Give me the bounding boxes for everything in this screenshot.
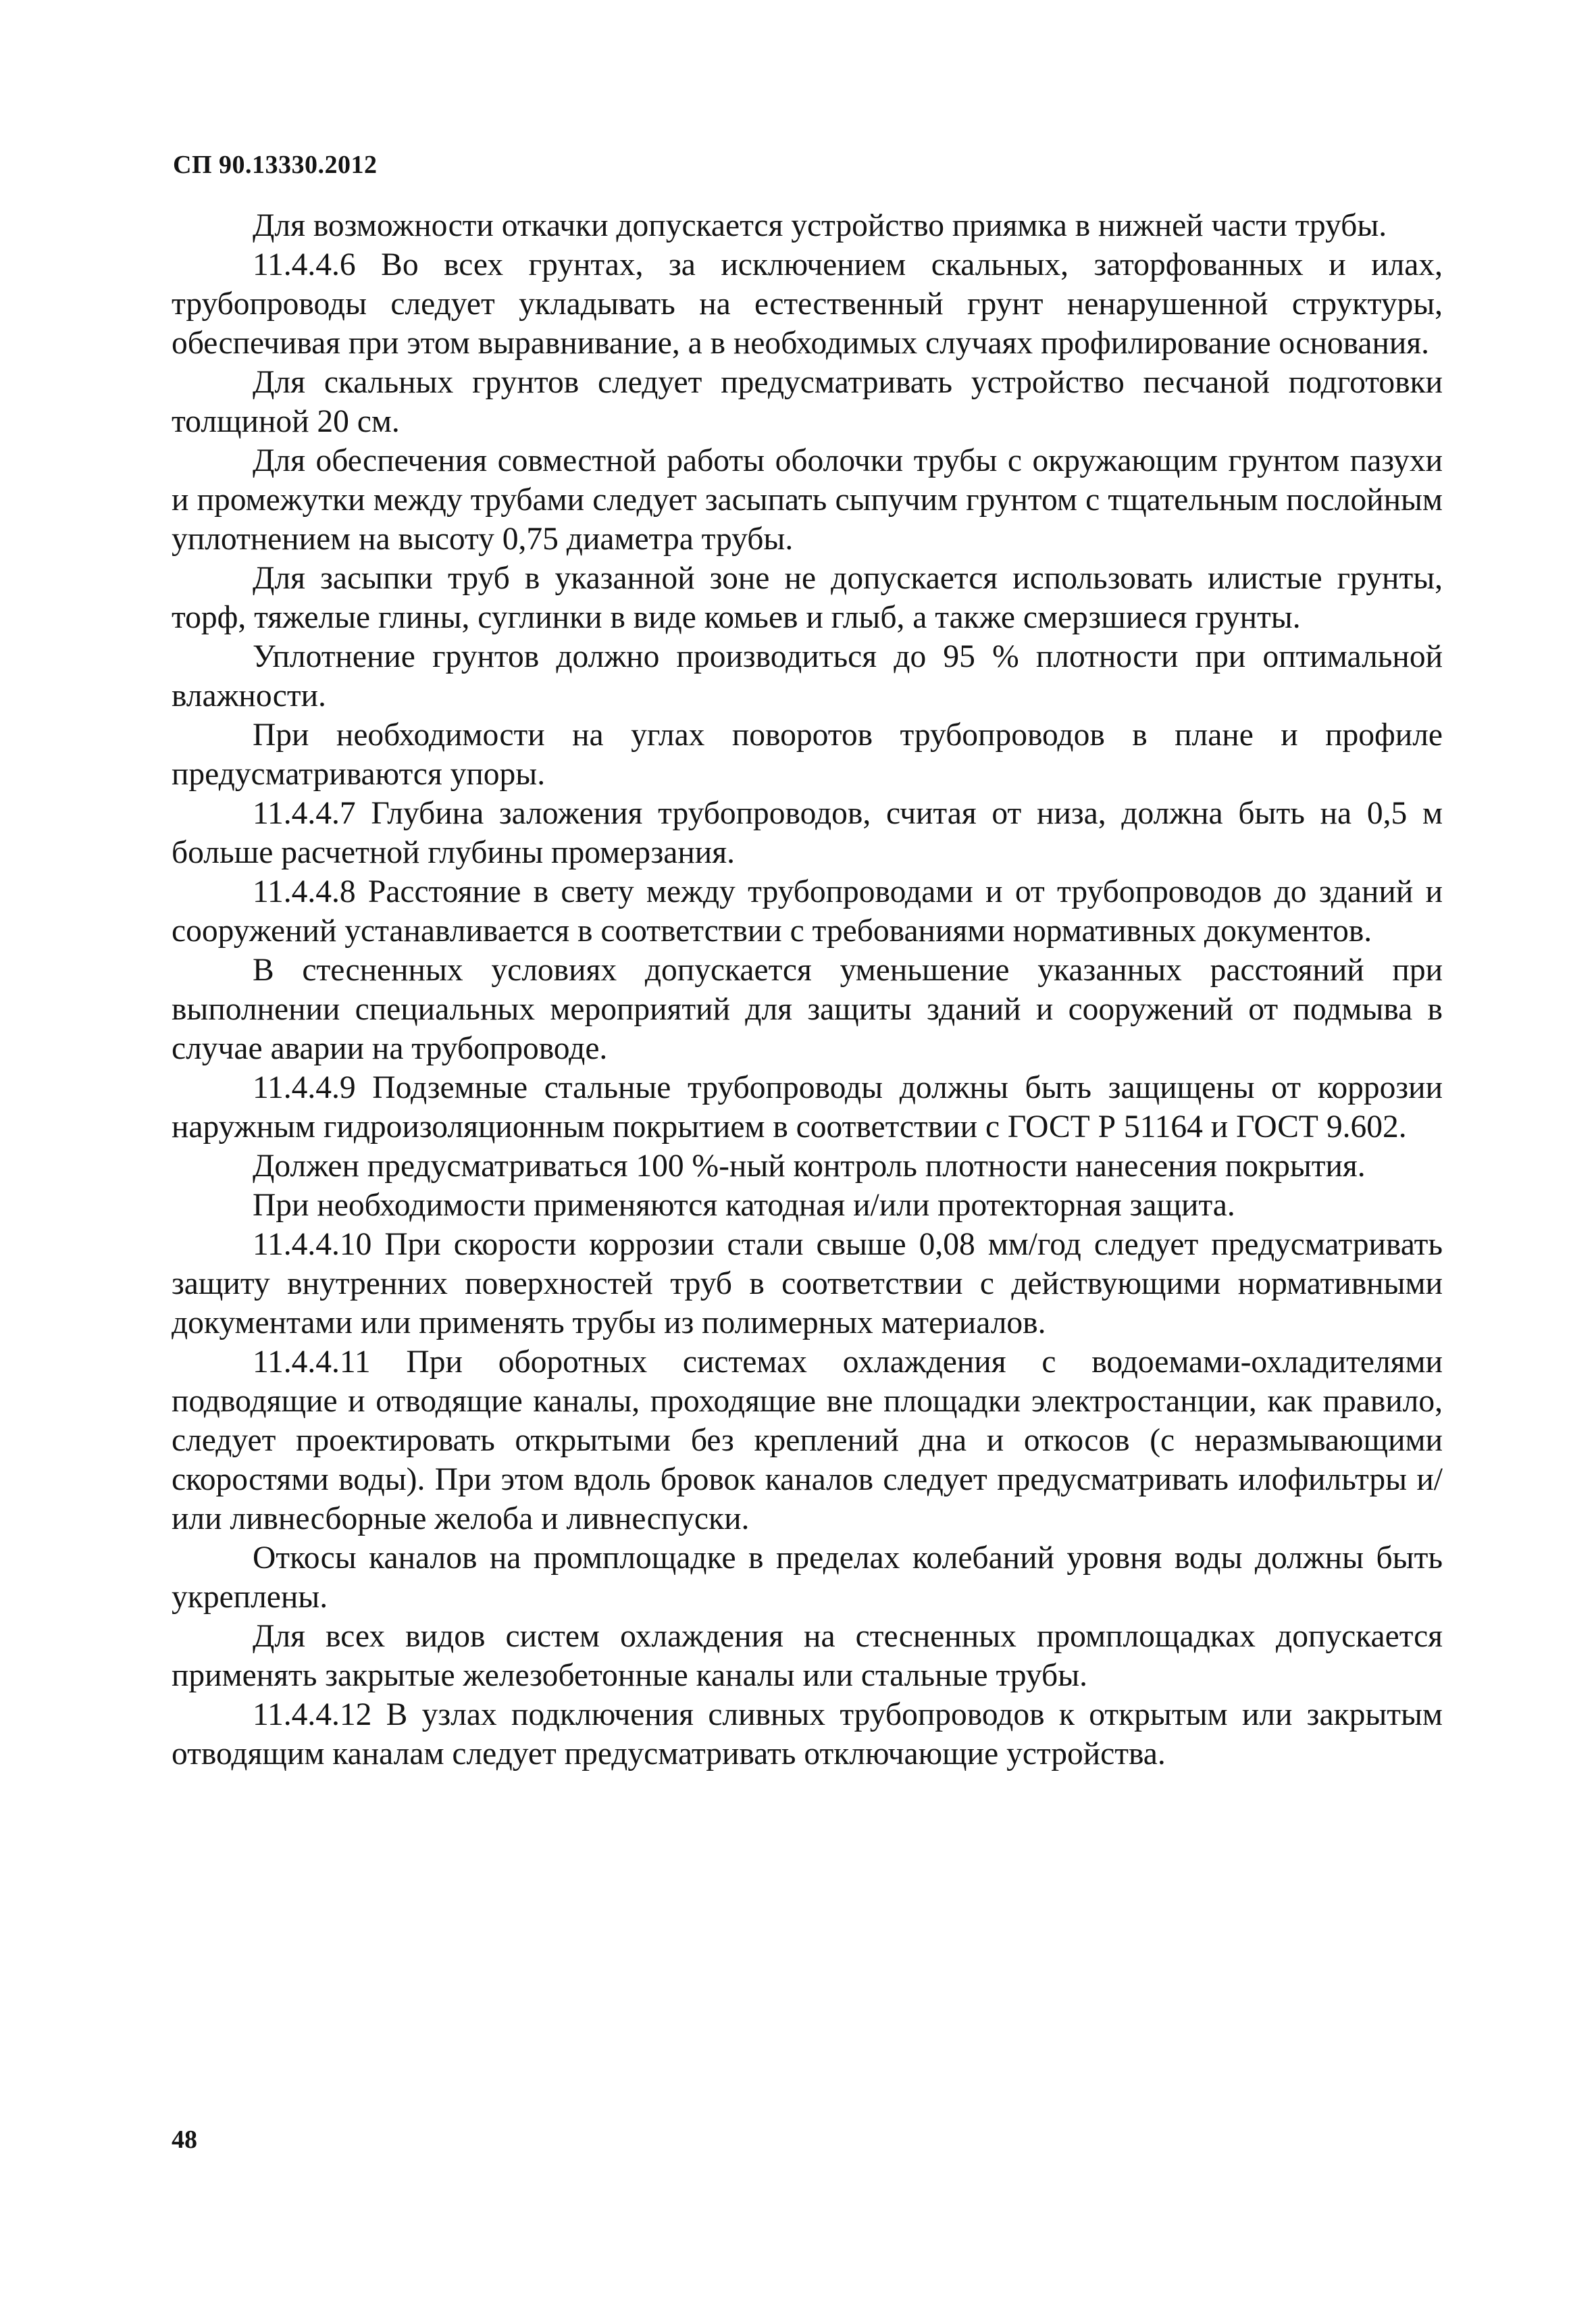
paragraph: Для всех видов систем охлаждения на стесненных промплощадках допускается применять закрытые железобетонные каналы или стальные трубы. xyxy=(172,1619,1443,1693)
document-body xyxy=(172,206,1443,1774)
paragraph-clause-11-4-4-11: 11.4.4.11 При оборотных системах охлаждения с водоемами-охладителями подводящие и отводящие каналы, проходящие вне площадки электростанции, как правило, следует проектировать открытыми без креплений дна и откосов (с неразмывающими скоростями воды). При этом вдоль бровок каналов следует предусматривать илофильтры и/или ливнесборные желоба и ливнеспуски. xyxy=(172,1344,1443,1536)
paragraph-clause-11-4-4-7: 11.4.4.7 Глубина заложения трубопроводов, считая от низа, должна быть на 0,5 м больше расчетной глубины промерзания. xyxy=(172,796,1443,870)
paragraph-clause-11-4-4-12: 11.4.4.12 В узлах подключения сливных трубопроводов к открытым или закрытым отводящим каналам следует предусматривать отключающие устройства. xyxy=(172,1697,1443,1771)
paragraph: При необходимости применяются катодная и/или протекторная защита. xyxy=(253,1188,1235,1223)
paragraph-clause-11-4-4-8: 11.4.4.8 Расстояние в свету между трубопроводами и от трубопроводов до зданий и сооружений устанавливается в соответствии с требованиями нормативных документов. xyxy=(172,874,1443,949)
paragraph: Для возможности откачки допускается устройство приямка в нижней части трубы. xyxy=(253,208,1387,243)
paragraph-clause-11-4-4-9: 11.4.4.9 Подземные стальные трубопроводы должны быть защищены от коррозии наружным гидроизоляционным покрытием в соответствии с ГОСТ Р 51164 и ГОСТ 9.602. xyxy=(172,1070,1443,1145)
paragraph: В стесненных условиях допускается уменьшение указанных расстояний при выполнении специальных мероприятий для защиты зданий и сооружений от подмыва в случае аварии на трубопроводе. xyxy=(172,953,1443,1066)
paragraph: Для засыпки труб в указанной зоне не допускается использовать илистые грунты, торф, тяжелые глины, суглинки в виде комьев и глыб, а также смерзшиеся грунты. xyxy=(172,561,1443,635)
paragraph: Должен предусматриваться 100 %-ный контроль плотности нанесения покрытия. xyxy=(253,1149,1366,1184)
paragraph: Для обеспечения совместной работы оболочки трубы с окружающим грунтом пазухи и промежутки между трубами следует засыпать сыпучим грунтом с тщательным послойным уплотнением на высоту 0,75 диаметра трубы. xyxy=(172,443,1443,557)
page-number: 48 xyxy=(172,2126,197,2154)
document-code-header: СП 90.13330.2012 xyxy=(173,151,378,179)
paragraph: При необходимости на углах поворотов трубопроводов в плане и профиле предусматриваются упоры. xyxy=(172,718,1443,792)
paragraph: Для скальных грунтов следует предусматривать устройство песчаной подготовки толщиной 20 см. xyxy=(172,365,1443,439)
paragraph-clause-11-4-4-6: 11.4.4.6 Во всех грунтах, за исключением скальных, заторфованных и илах, трубопроводы следует укладывать на естественный грунт ненарушенной структуры, обеспечивая при этом выравнивание, а в необходимых случаях профилирование основания. xyxy=(172,247,1443,361)
paragraph: Откосы каналов на промплощадке в пределах колебаний уровня воды должны быть укреплены. xyxy=(172,1540,1443,1615)
paragraph-clause-11-4-4-10: 11.4.4.10 При скорости коррозии стали свыше 0,08 мм/год следует предусматривать защиту внутренних поверхностей труб в соответствии с действующими нормативными документами или применять трубы из полимерных материалов. xyxy=(172,1227,1443,1340)
paragraph: Уплотнение грунтов должно производиться до 95 % плотности при оптимальной влажности. xyxy=(172,639,1443,713)
